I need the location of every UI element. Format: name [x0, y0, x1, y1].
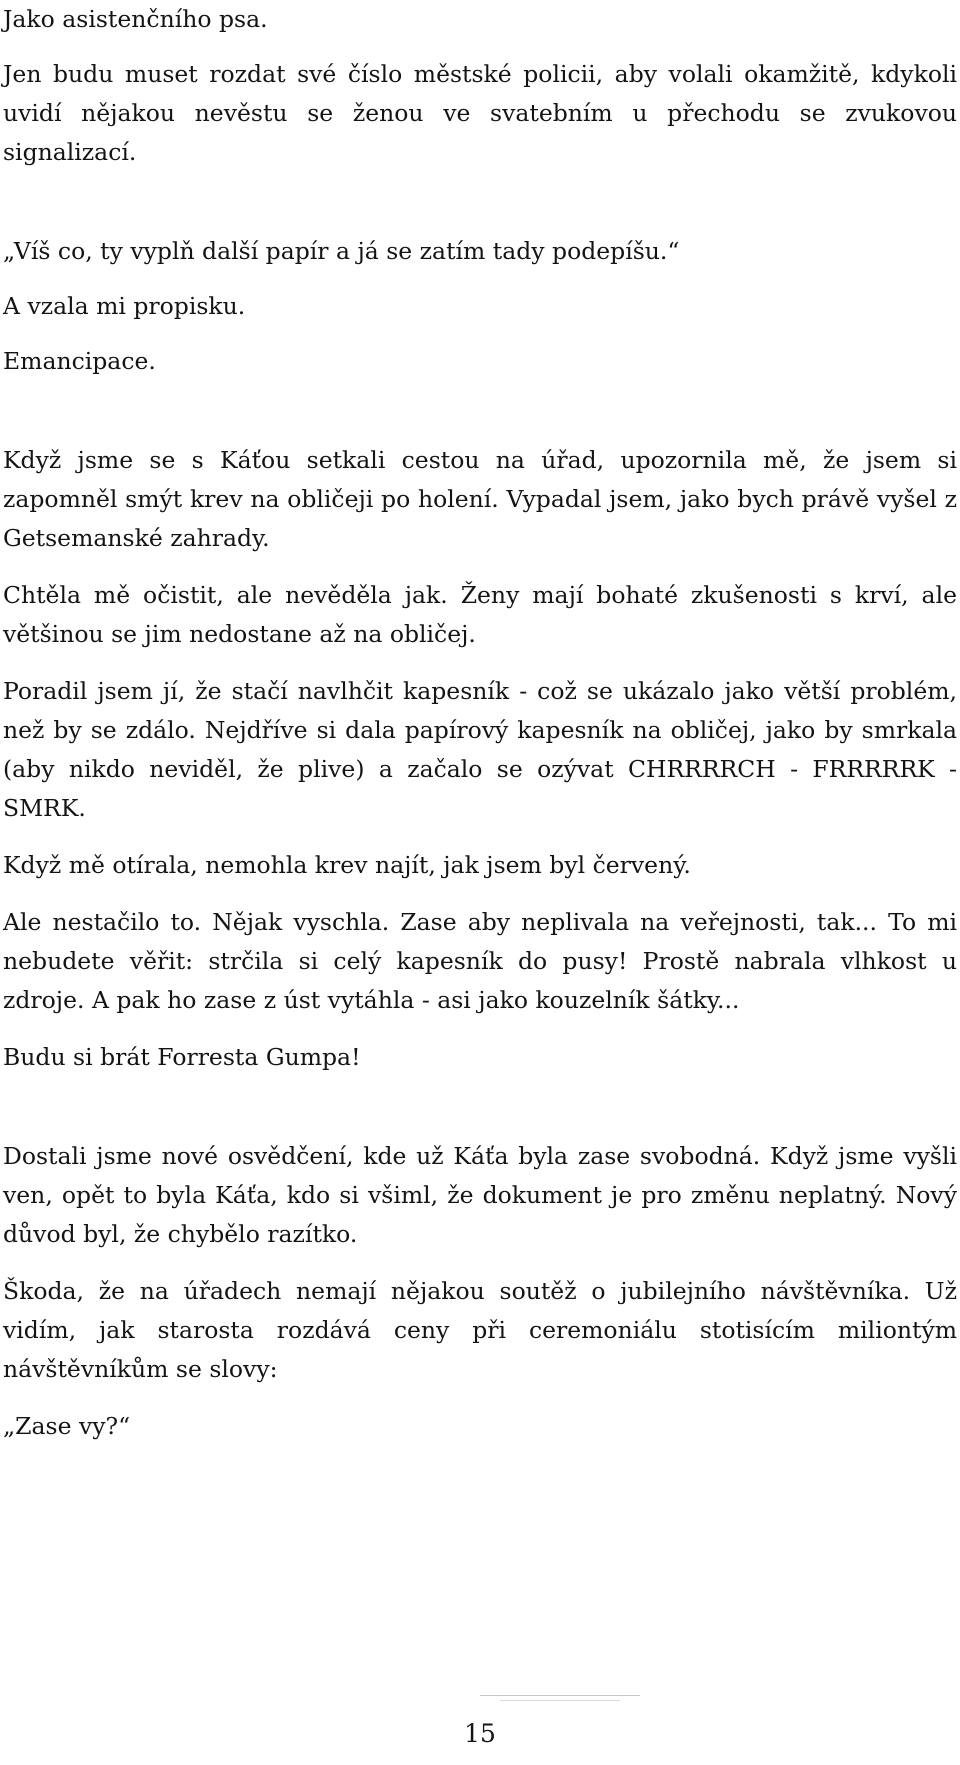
- paragraph-gap: [3, 885, 957, 903]
- document-page: [3, 0, 957, 1446]
- paragraph-4: A vzala mi propisku.: [3, 292, 246, 320]
- section-gap: [3, 1077, 957, 1137]
- paragraph-gap: [3, 1020, 957, 1038]
- paragraph-8: Poradil jsem jí, že stačí navlhčit kapesník - což se ukázalo jako větší problém, než by se zdálo. Nejdříve si dala papírový kapesník na obličej, jako by smrkala (aby nikdo neviděl, že plive) a začalo se ozývat CHRRRRCH - FRRRRRK - SMRK.: [3, 677, 957, 822]
- footer-separator: [480, 1695, 640, 1696]
- paragraph-5: Emancipace.: [3, 347, 156, 375]
- footer-separator-secondary: [500, 1700, 620, 1701]
- paragraph-gap: [3, 558, 957, 576]
- paragraph-6: Když jsme se s Káťou setkali cestou na úřad, upozornila mě, že jsem si zapomněl smýt krev na obličeji po holení. Vypadal jsem, jako bych právě vyšel z Getsemanské zahrady.: [3, 446, 957, 552]
- paragraph-13: Škoda, že na úřadech nemají nějakou soutěž o jubilejního návštěvníka. Už vidím, jak starosta rozdává ceny při ceremoniálu stotisícím miliontým návštěvníkům se slovy:: [3, 1277, 957, 1383]
- paragraph-10: Ale nestačilo to. Nějak vyschla. Zase aby neplivala na veřejnosti, tak... To mi nebudete věřit: strčila si celý kapesník do pusy! Prostě nabrala vlhkost u zdroje. A pak ho zase z úst vytáhla - asi jako kouzelník šátky...: [3, 908, 957, 1014]
- paragraph-11: Budu si brát Forresta Gumpa!: [3, 1043, 361, 1071]
- paragraph-gap: [3, 326, 957, 342]
- paragraph-gap: [3, 39, 957, 55]
- paragraph-2: Jen budu muset rozdat své číslo městské policii, aby volali okamžitě, kdykoli uvidí nějakou nevěstu se ženou ve svatebním u přechodu se zvukovou signalizací.: [3, 60, 957, 166]
- paragraph-9: Když mě otírala, nemohla krev najít, jak jsem byl červený.: [3, 851, 691, 879]
- section-gap: [3, 172, 957, 232]
- paragraph-12: Dostali jsme nové osvědčení, kde už Káťa byla zase svobodná. Když jsme vyšli ven, opět to byla Káťa, kdo si všiml, že dokument je pro změnu neplatný. Nový důvod byl, že chybělo razítko.: [3, 1142, 957, 1248]
- paragraph-1: Jako asistenčního psa.: [3, 5, 268, 33]
- section-gap: [3, 381, 957, 441]
- paragraph-gap: [3, 654, 957, 672]
- page-number: 15: [464, 1719, 496, 1748]
- paragraph-14: „Zase vy?“: [3, 1412, 131, 1440]
- paragraph-gap: [3, 271, 957, 287]
- paragraph-gap: [3, 1254, 957, 1272]
- paragraph-gap: [3, 1389, 957, 1407]
- paragraph-7: Chtěla mě očistit, ale nevěděla jak. Ženy mají bohaté zkušenosti s krví, ale většinou se jim nedostane až na obličej.: [3, 581, 957, 648]
- paragraph-gap: [3, 828, 957, 846]
- paragraph-3: „Víš co, ty vyplň další papír a já se zatím tady podepíšu.“: [3, 237, 680, 265]
